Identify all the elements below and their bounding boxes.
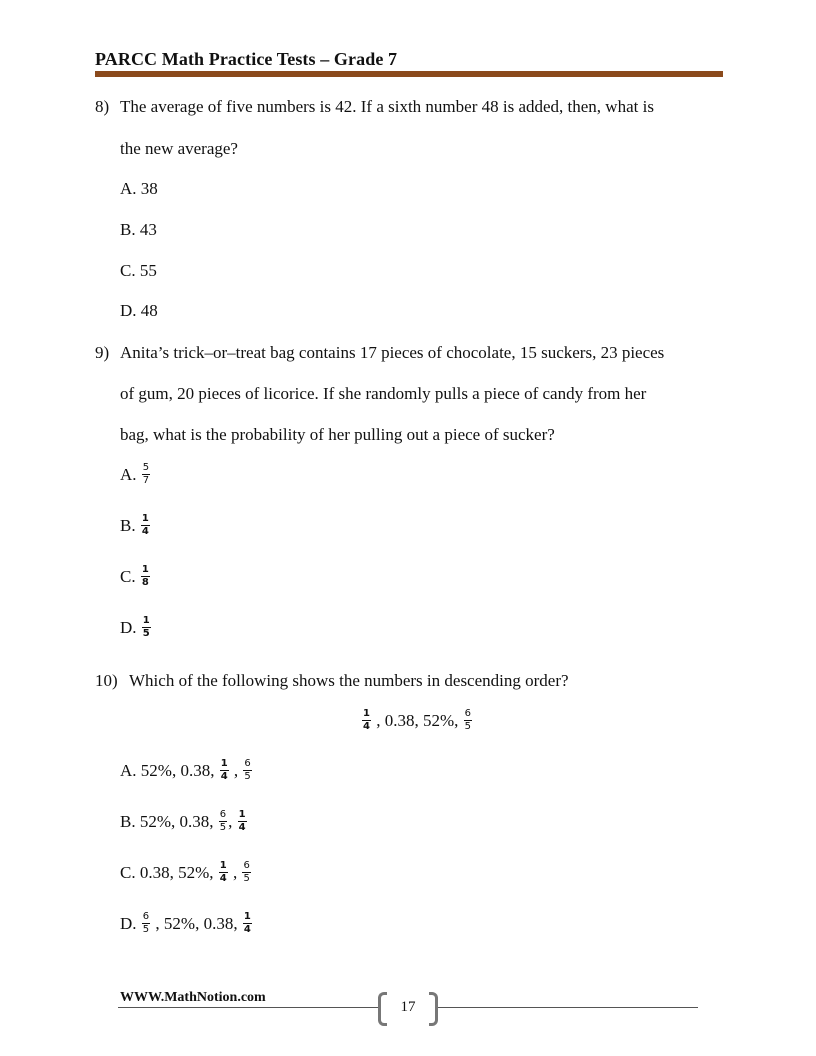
fraction: $\frac{5}{7}$ <box>142 462 150 486</box>
fraction: $\frac{6}{5}$ <box>243 860 250 884</box>
fraction: $\frac{1}{4}$ <box>238 809 246 833</box>
fraction: $\frac{1}{5}$ <box>142 615 150 639</box>
fraction: $\frac{1}{4}$ <box>363 708 370 732</box>
answer-option-a[interactable] <box>120 759 253 782</box>
option-label: C. <box>120 261 136 280</box>
question-number: 9) <box>95 343 110 362</box>
option-text: 52%, 0.38, <box>140 760 219 780</box>
fraction: $\frac{1}{4}$ <box>220 758 228 782</box>
option-label: C. <box>120 862 136 882</box>
option-text: , <box>229 760 243 780</box>
option-text: , <box>228 811 237 831</box>
question-number: 8) <box>95 97 110 116</box>
given-numbers <box>361 709 473 732</box>
fraction: $\frac{6}{5}$ <box>244 758 251 782</box>
question-text-line: Which of the following shows the numbers in descending order? <box>129 671 569 690</box>
fraction: $\frac{1}{8}$ <box>141 564 149 588</box>
option-label: D. <box>120 913 137 933</box>
option-label: A. <box>120 179 137 198</box>
page-number: 17 <box>400 999 416 1015</box>
question-text-line: of gum, 20 pieces of licorice. If she randomly pulls a piece of candy from her <box>120 384 647 403</box>
option-text: 43 <box>139 220 157 239</box>
fraction: $\frac{1}{4}$ <box>141 513 149 537</box>
option-text: 55 <box>139 261 157 280</box>
option-text: 48 <box>140 301 158 320</box>
answer-option-c[interactable] <box>120 261 157 281</box>
option-label: C. <box>120 566 136 586</box>
answer-option-b[interactable] <box>120 220 157 240</box>
answer-option-d[interactable] <box>120 301 158 321</box>
answer-option-a[interactable] <box>120 463 151 486</box>
given-sequence-text: , 0.38, 52%, <box>371 710 463 730</box>
answer-option-c[interactable] <box>120 861 252 884</box>
option-label: B. <box>120 220 136 239</box>
fraction: $\frac{1}{4}$ <box>243 911 251 935</box>
question-number: 10) <box>95 671 118 690</box>
option-label: D. <box>120 617 137 637</box>
option-label: A. <box>120 760 137 780</box>
option-label: B. <box>120 811 136 831</box>
question-text-line: bag, what is the probability of her pulling out a piece of sucker? <box>120 425 555 444</box>
fraction: $\frac{6}{5}$ <box>219 809 227 833</box>
option-text: 0.38, 52%, <box>139 862 218 882</box>
header-rule <box>95 71 723 77</box>
footer-website: WWW.MathNotion.com <box>120 990 266 1005</box>
answer-option-d[interactable] <box>120 616 152 639</box>
answer-option-b[interactable] <box>120 514 151 537</box>
fraction: $\frac{6}{5}$ <box>142 911 150 935</box>
right-bracket-icon <box>429 992 438 1026</box>
option-text: 52%, 0.38, <box>139 811 218 831</box>
question-text-line: the new average? <box>120 139 238 158</box>
question-text-line: Anita’s trick–or–treat bag contains 17 pieces of chocolate, 15 suckers, 23 pieces <box>120 343 665 362</box>
answer-option-d[interactable] <box>120 912 253 935</box>
question-text-line: The average of five numbers is 42. If a sixth number 48 is added, then, what is <box>120 97 654 116</box>
fraction: $\frac{6}{5}$ <box>464 708 472 732</box>
option-text: , 52%, 0.38, <box>151 913 242 933</box>
answer-option-c[interactable] <box>120 565 151 588</box>
option-label: B. <box>120 515 136 535</box>
fraction: $\frac{1}{4}$ <box>219 860 227 884</box>
option-text: , <box>228 862 242 882</box>
header-title: PARCC Math Practice Tests – Grade 7 <box>95 49 398 69</box>
option-label: D. <box>120 301 137 320</box>
answer-option-b[interactable] <box>120 810 248 833</box>
page-number-box <box>378 992 438 1022</box>
option-label: A. <box>120 464 137 484</box>
option-text: 38 <box>140 179 158 198</box>
answer-option-a[interactable] <box>120 179 158 199</box>
